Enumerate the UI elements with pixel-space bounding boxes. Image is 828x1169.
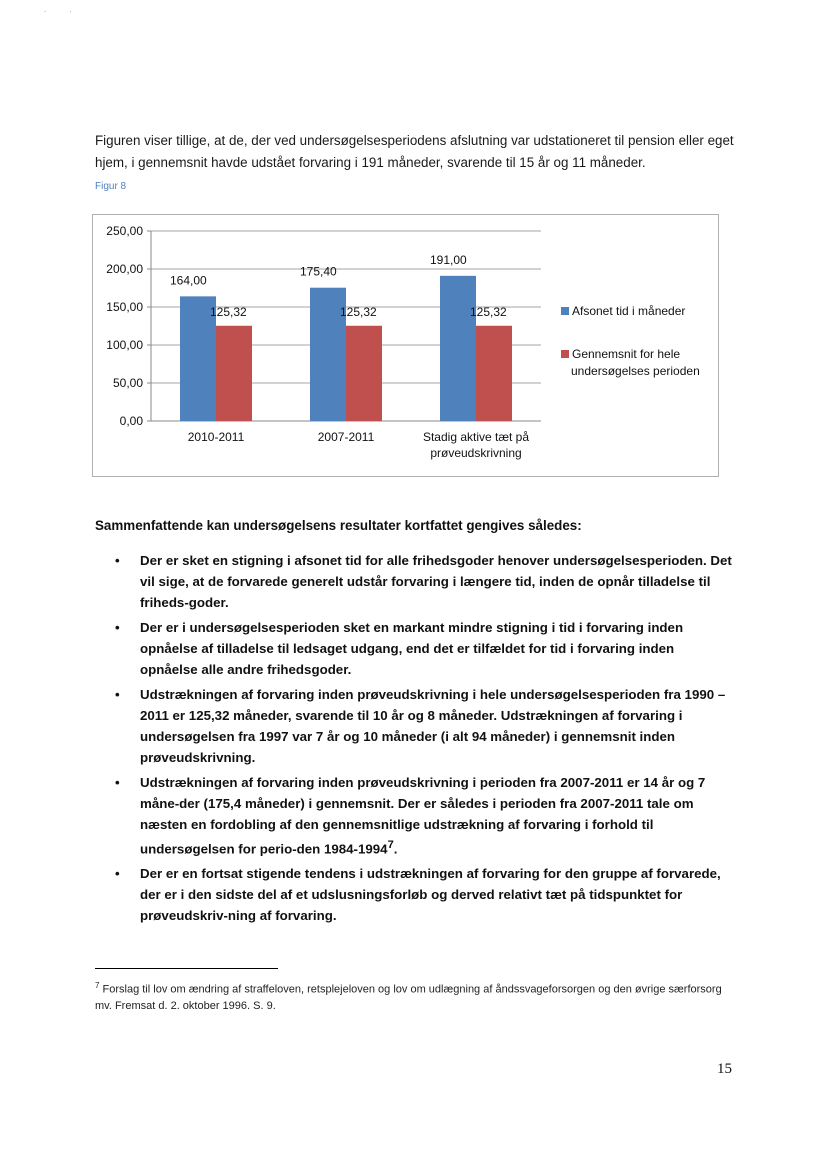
footnote-separator xyxy=(95,968,278,969)
y-tick-label: 50,00 xyxy=(112,376,143,390)
data-label: 175,40 xyxy=(300,264,337,279)
legend-swatch xyxy=(561,350,569,358)
data-label: 125,32 xyxy=(470,304,507,319)
category-label: Stadig aktive tæt på xyxy=(422,430,530,444)
bullet-dot: • xyxy=(115,687,120,702)
bullet-dot: • xyxy=(115,553,120,568)
bullet-item xyxy=(95,772,735,859)
bullet-text-end: . xyxy=(393,841,398,857)
bullet-dot: • xyxy=(115,866,120,882)
y-tick-label: 0,00 xyxy=(119,414,143,428)
bullet-item xyxy=(95,617,735,680)
data-label: 191,00 xyxy=(430,252,467,267)
bar xyxy=(346,326,382,421)
bullet-text: Der er i undersøgelsesperioden sket en markant mindre stigning i tid i forvaring inden opnåelse af tilladelse til ledsaget udgang, end det er tilfældet for tid i forvaring inden opnåelse alle andre frihedsgoder. xyxy=(140,620,684,677)
bullet-item xyxy=(95,684,735,768)
bullet-dot: • xyxy=(115,620,120,635)
intro-paragraph: Figuren viser tillige, at de, der ved undersøgelsesperiodens afslutning var udstationeret til pension eller eget hjem, i gennemsnit havde udstået forvaring i 191 måneder, svarende til 15 år og 11 måneder. xyxy=(95,133,734,170)
legend-swatch xyxy=(561,307,569,315)
bullet-item xyxy=(95,863,735,926)
category-label: 2007-2011 xyxy=(317,430,375,444)
chart-svg xyxy=(93,215,720,478)
legend-label: undersøgelses perioden xyxy=(571,364,700,378)
footnote-number: 7 xyxy=(95,981,100,990)
bullet-text: Udstrækningen af forvaring inden prøveudskrivning i perioden fra 2007-2011 er 14 år og 7 måne-der (175,4 måneder) i gennemsnit. Der er således i perioden fra 2007-2011 tale om næsten en fordobling af den gennemsnitlige udstrækning af forvaring i forhold til undersøgelsen for perio-den 1984-1994 xyxy=(140,775,706,857)
y-tick-label: 150,00 xyxy=(106,300,143,314)
category-label: 2010-2011 xyxy=(187,430,245,444)
scan-specks: ˙ ˙ xyxy=(44,10,73,20)
summary-heading: Sammenfattende kan undersøgelsens resultater kortfattet gengives således: xyxy=(95,518,582,533)
data-label: 164,00 xyxy=(170,273,207,288)
bullet-list xyxy=(95,550,735,930)
footnote xyxy=(95,978,735,1014)
page-number: 15 xyxy=(717,1061,732,1077)
y-tick-label: 250,00 xyxy=(106,224,143,238)
bar xyxy=(216,326,252,421)
bullet-text: Udstrækningen af forvaring inden prøveudskrivning i hele undersøgelsesperioden fra 1990 – 2011 er 125,32 måneder, svarende til 10 år og 8 måneder. Udstrækningen af forvaring i undersøgelsen fra 1997 var 7 år og 10 måneder (i alt 94 måneder) i gennemsnit inden prøveudskrivning. xyxy=(140,687,726,765)
bar xyxy=(476,326,512,421)
data-label: 125,32 xyxy=(340,304,377,319)
bullet-item xyxy=(95,550,735,613)
bullet-dot: • xyxy=(115,775,120,790)
bar-chart xyxy=(92,214,719,477)
footnote-text: Forslag til lov om ændring af straffeloven, retsplejeloven og lov om udlægning af åndssvageforsorgen og den øvrige særforsorg mv. Fremsat d. 2. oktober 1996. S. 9. xyxy=(95,983,722,1012)
legend-label: Gennemsnit for hele xyxy=(572,347,681,361)
footnote-ref: 7 xyxy=(387,839,394,851)
bullet-text: Der er en fortsat stigende tendens i udstrækningen af forvaring for den gruppe af forvarede, der er i den sidste del af et udslusningsforløb og derved relativt tæt på tidspunktet for prøveudskriv-ning af forvaring. xyxy=(140,866,721,924)
data-label: 125,32 xyxy=(210,304,247,319)
category-label: prøveudskrivning xyxy=(430,446,522,460)
legend-label: Afsonet tid i måneder xyxy=(572,304,686,318)
figure-label: Figur 8 xyxy=(95,181,127,192)
y-tick-label: 200,00 xyxy=(106,262,143,276)
y-tick-label: 100,00 xyxy=(106,338,143,352)
bullet-text: Der er sket en stigning i afsonet tid for alle frihedsgoder henover undersøgelsesperioden. Det vil sige, at de forvarede generelt udstår forvaring i længere tid, inden de opnår tilladelse til friheds-goder. xyxy=(140,553,732,610)
bar xyxy=(440,276,476,421)
